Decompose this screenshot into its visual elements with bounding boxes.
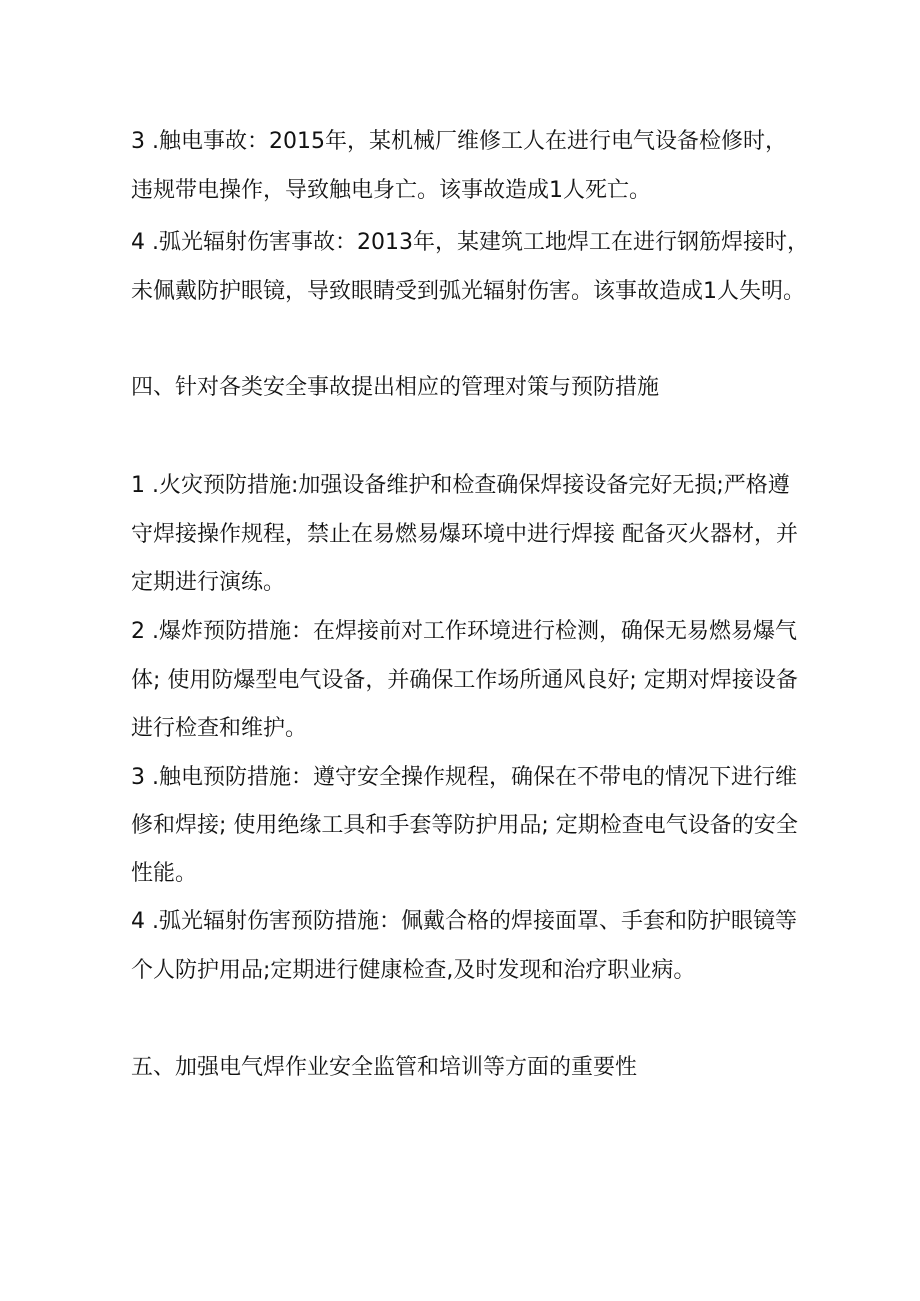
- measure-4-line-2: 个人防护用品;定期进行健康检查,及时发现和治疗职业病。: [131, 958, 696, 983]
- measure-2-line-2: 体; 使用防爆型电气设备，并确保工作场所通风良好; 定期对焊接设备: [131, 668, 798, 693]
- accident-4-line-1: 4 .弧光辐射伤害事故：2013年，某建筑工地焊工在进行钢筋焊接时，: [131, 230, 809, 255]
- section-4-heading: 四、针对各类安全事故提出相应的管理对策与预防措施: [131, 375, 660, 400]
- accident-3-line-1: 3 .触电事故：2015年，某机械厂维修工人在进行电气设备检修时，: [131, 129, 787, 154]
- measure-2-line-1: 2 .爆炸预防措施：在焊接前对工作环境进行检测，确保无易燃易爆气: [131, 619, 797, 644]
- measure-1-line-2: 守焊接操作规程，禁止在易燃易爆环境中进行焊接 配备灭火器材，并: [131, 522, 798, 547]
- measure-3-line-3: 性能。: [131, 861, 198, 886]
- accident-4-line-2: 未佩戴防护眼镜，导致眼睛受到弧光辐射伤害。该事故造成1人失明。: [131, 279, 805, 304]
- measure-1-line-3: 定期进行演练。: [131, 570, 286, 595]
- measure-4-line-1: 4 .弧光辐射伤害预防措施：佩戴合格的焊接面罩、手套和防护眼镜等: [131, 909, 797, 934]
- measure-3-line-1: 3 .触电预防措施：遵守安全操作规程，确保在不带电的情况下进行维: [131, 765, 797, 790]
- measure-2-line-3: 进行检查和维护。: [131, 716, 308, 741]
- accident-3-line-2: 违规带电操作，导致触电身亡。该事故造成1人死亡。: [131, 178, 651, 203]
- measure-3-line-2: 修和焊接; 使用绝缘工具和手套等防护用品; 定期检查电气设备的安全: [131, 813, 798, 838]
- measure-1-line-1: 1 .火灾预防措施:加强设备维护和检查确保焊接设备完好无损;严格遵: [131, 473, 790, 498]
- section-5-heading: 五、加强电气焊作业安全监管和培训等方面的重要性: [131, 1055, 638, 1080]
